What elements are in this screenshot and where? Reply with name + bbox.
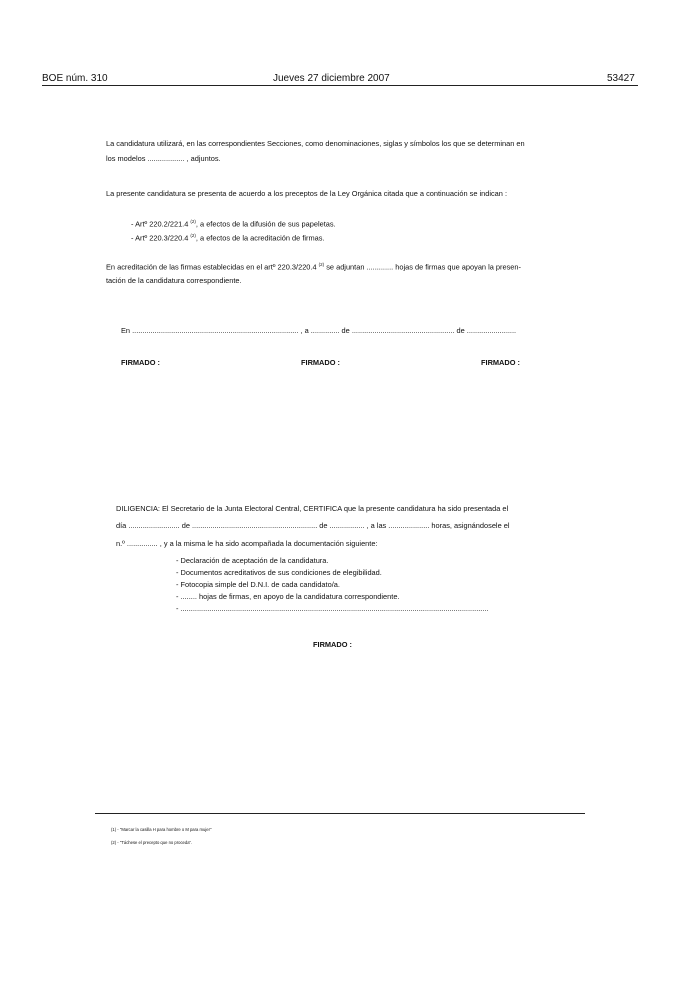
para-text: se adjuntan ............. hojas de firmas que apoyan la presen- xyxy=(326,262,521,272)
para-line: La presente candidatura se presenta de acuerdo a los preceptos de la Ley Orgánica citada que a continuación se indican : xyxy=(106,189,508,198)
header-page-number: 53427 xyxy=(607,73,635,84)
diligencia-line: DILIGENCIA: El Secretario de la Junta Electoral Central, CERTIFICA que la presente candidatura ha sido presentada el xyxy=(116,504,509,513)
article-item xyxy=(131,234,325,242)
footnote-ref: (2) xyxy=(318,262,325,267)
signature-label: FIRMADO : xyxy=(301,358,340,367)
document-item: - Declaración de aceptación de la candidatura. xyxy=(176,556,329,565)
para-line: La candidatura utilizará, en las correspondientes Secciones, como denominaciones, siglas y símbolos los que se determinan en xyxy=(106,139,525,148)
footnote: (2) - "Táchese el precepto que no proceda". xyxy=(111,840,193,845)
para-line xyxy=(106,263,521,271)
document-item: - Documentos acreditativos de sus condiciones de elegibilidad. xyxy=(176,568,382,577)
signature-label: FIRMADO : xyxy=(481,358,520,367)
para-text: En acreditación de las firmas establecidas en el artº 220.3/220.4 xyxy=(106,262,317,272)
header-rule xyxy=(42,85,638,86)
article-ref: - Artº 220.3/220.4 xyxy=(131,233,189,243)
diligencia-line: n.º ............... , y a la misma le ha sido acompañada la documentación siguiente: xyxy=(116,539,378,548)
para-line: tación de la candidatura correspondiente. xyxy=(106,276,242,285)
footnote-rule xyxy=(95,813,585,814)
diligencia-line: día ......................... de ............................................................. de ................. , a las .................... horas, asignándosele el xyxy=(116,521,510,530)
signature-label: FIRMADO : xyxy=(121,358,160,367)
place-date-line: En ................................................................................. , a .............. de .................................................. de ........................ xyxy=(121,326,517,335)
header-journal: BOE núm. 310 xyxy=(42,73,108,84)
header-date: Jueves 27 diciembre 2007 xyxy=(273,73,390,84)
article-text: , a efectos de la difusión de sus papeletas. xyxy=(195,219,336,229)
article-item xyxy=(131,220,336,228)
signature-label: FIRMADO : xyxy=(313,640,352,649)
document-item: - Fotocopia simple del D.N.I. de cada candidato/a. xyxy=(176,580,340,589)
document-item: - ........ hojas de firmas, en apoyo de la candidatura correspondiente. xyxy=(176,592,400,601)
footnote-ref: (2) xyxy=(190,233,196,238)
footnote: (1) - "Marcar la casilla H para hombre o M para mujer" xyxy=(111,827,212,832)
document-item: - ...................................................................................................................................................... xyxy=(176,604,489,613)
article-text: , a efectos de la acreditación de firmas. xyxy=(195,233,325,243)
footnote-ref: (2) xyxy=(190,219,196,224)
para-line: los modelos .................. , adjuntos. xyxy=(106,154,221,163)
article-ref: - Artº 220.2/221.4 xyxy=(131,219,189,229)
